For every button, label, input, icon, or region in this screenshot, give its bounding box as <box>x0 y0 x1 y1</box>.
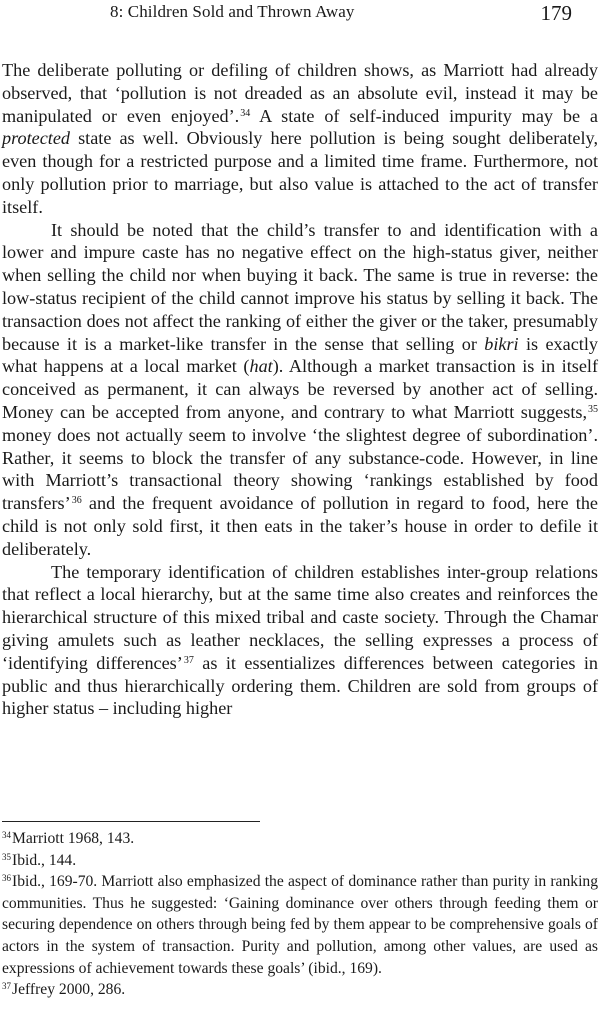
footnotes <box>2 828 598 1001</box>
footnote-ref-37: 37 <box>183 654 194 666</box>
paragraph-2: It should be noted that the child’s transfer to and identification with a lower and impure caste has no negative effect on the high-status giver, neither when selling the child nor when buying it back. The same is true in reverse: the low-status recipient of the child cannot improve his status by selling it back. The transaction does not affect the ranking of either the giver or the taker, presumably because it is a market-like transfer in the sense that selling or bikri is exactly what happens at a local market (hat). Although a market transaction is in itself conceived as permanent, it can always be reversed by another act of selling. Money can be accepted from anyone, and contrary to what Marriott suggests,$^{35}$ money does not actually seem to involve ‘the slightest degree of subordination’. Rather, it seems to block the transfer of any substance-code. However, in line with Marriott’s transactional theory showing ‘rankings established by food transfers’$^{36}$ and the frequent avoidance of pollution in regard to food, here the child is not only sold first, it then eats in the taker’s house in order to defile it deliberately. <box>2 219 599 559</box>
footnote-37: $^{37}$Jeffrey 2000, 286. <box>2 981 126 999</box>
page-header <box>0 0 600 28</box>
footnote-36: $^{36}$Ibid., 169-70. Marriott also emphasized the aspect of dominance rather than purity in ranking communities. Thus he suggested: ‘Gaining dominance over others through feeding them or securing dependence on others through being fed by them appear to be comprehensive goals of actors in the system of transaction. Purity and pollution, among other values, are used as expressions of achievement towards these goals’ (ibid., 169). <box>2 873 598 977</box>
footnote-ref-34: 34 <box>240 107 251 119</box>
footnote-divider <box>2 821 260 822</box>
body-text <box>2 59 598 720</box>
page-number: 179 <box>540 1 572 25</box>
paragraph-3: The temporary identification of children establishes inter-group relations that reflect a local hierarchy, but at the same time also creates and reinforces the hierarchical structure of this mixed tribal and caste society. Through the Chamar giving amulets such as leather necklaces, the selling expresses a process of ‘identifying differences’$^{37}$ as it essentializes differences between categories in public and thus hierarchically ordering them. Children are sold from groups of higher status – including higher <box>2 561 598 719</box>
footnote-34: $^{34}$Marriott 1968, 143. <box>2 830 135 847</box>
footnote-ref-36: 36 <box>71 495 82 507</box>
emphasis-hat: hat <box>249 356 273 377</box>
emphasis-protected: protected <box>2 128 71 149</box>
emphasis-bikri: bikri <box>484 333 519 354</box>
footnote-ref-35: 35 <box>588 403 598 415</box>
footnote-35: $^{35}$Ibid., 144. <box>2 851 77 869</box>
running-title: 8: Children Sold and Thrown Away <box>110 2 355 21</box>
paragraph-1: The deliberate polluting or defiling of children shows, as Marriott had already observed, that ‘pollution is not dreaded as an absolute evil, instead it may be manipulated or even enjoyed’.$^{34}$ A state of self-induced impurity may be a protected state as well. Obviously here pollution is being sought deliberately, even though for a restricted purpose and a limited time frame. Furthermore, not only pollution prior to marriage, but also value is attached to the act of transfer itself. <box>2 60 598 217</box>
